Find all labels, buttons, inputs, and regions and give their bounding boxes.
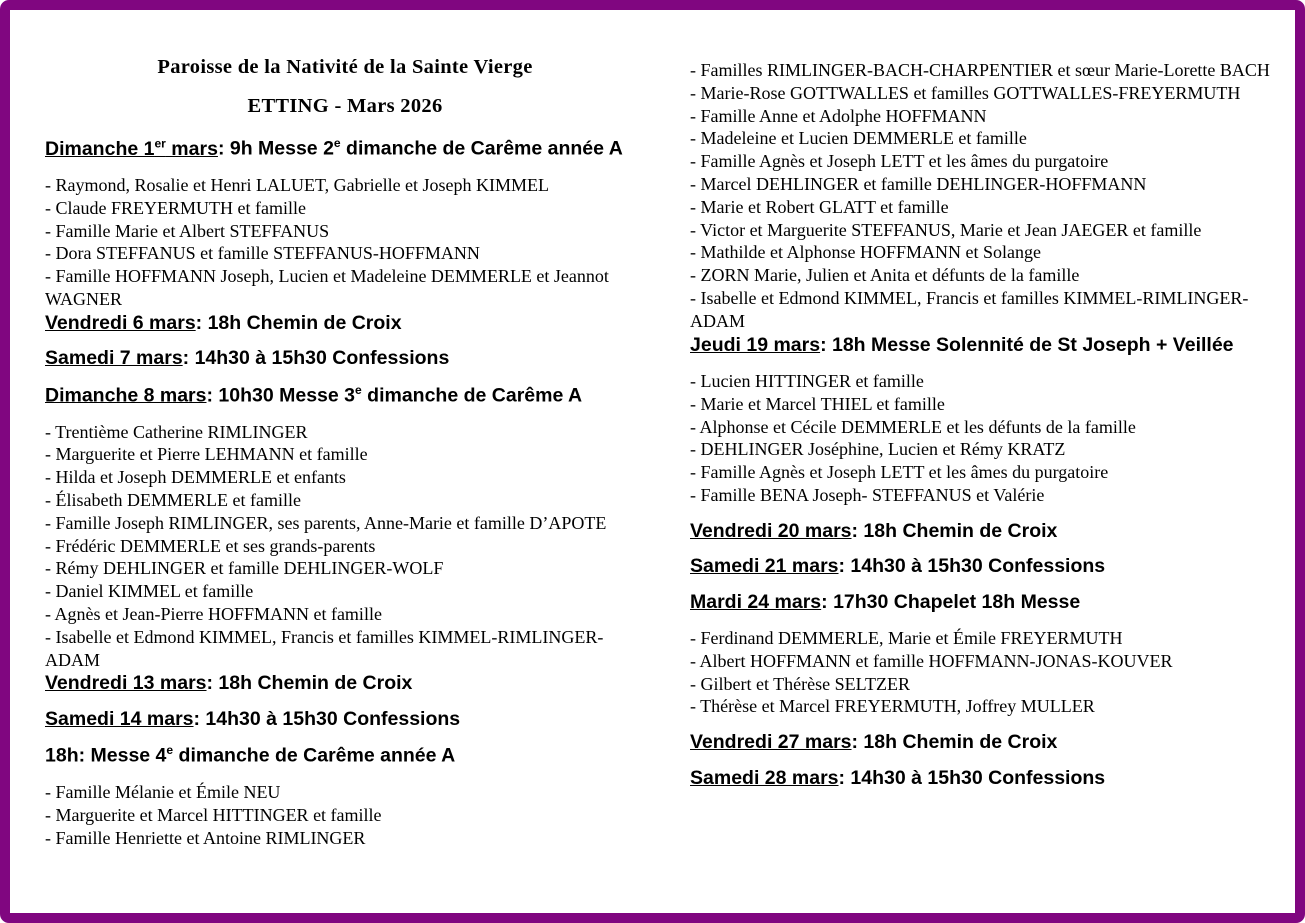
schedule-header [45,137,645,160]
schedule-detail-text: dimanche de Carême année A [340,137,623,160]
intention-item: - Agnès et Jean-Pierre HOFFMANN et famille [45,604,382,625]
intention-item: - DEHLINGER Joséphine, Lucien et Rémy KRATZ [690,439,1066,460]
schedule-detail-text: : 18h Chemin de Croix [206,672,413,695]
schedule-detail-text: : 18h Chemin de Croix [851,519,1058,542]
document-title: Paroisse de la Nativité de la Sainte Vierge [157,56,533,78]
column-left [45,56,645,850]
schedule-detail-text: : 14h30 à 15h30 Confessions [193,707,461,730]
intention-item: - Marie et Robert GLATT et famille [690,196,949,217]
schedule-detail-text: dimanche de Carême A [361,384,583,407]
schedule-detail-text: : 14h30 à 15h30 Confessions [838,766,1106,789]
schedule-date-text: Dimanche 8 mars [45,384,207,407]
intention-item: - Marie-Rose GOTTWALLES et familles GOTTWALLES-FREYERMUTH [690,82,1241,103]
intention-list [45,174,645,311]
schedule-detail-text: : 18h Messe Solennité de St Joseph + Veillée [820,333,1234,356]
intention-item: - Albert HOFFMANN et famille HOFFMANN-JONAS-KOUVER [690,650,1173,671]
intention-item: - Élisabeth DEMMERLE et famille [45,490,301,511]
schedule-header [45,709,645,730]
schedule-date [45,384,207,406]
intention-list [690,370,1272,507]
intention-item: - Isabelle et Edmond KIMMEL, Francis et familles KIMMEL-RIMLINGER-ADAM [690,287,1249,331]
intention-item: - Raymond, Rosalie et Henri LALUET, Gabrielle et Joseph KIMMEL [45,175,550,196]
intention-item: - Ferdinand DEMMERLE, Marie et Émile FREYERMUTH [690,628,1123,649]
intention-item: - Victor et Marguerite STEFFANUS, Marie et Jean JAEGER et famille [690,219,1202,240]
intention-item: - Famille Marie et Albert STEFFANUS [45,220,330,241]
schedule-date [690,731,852,753]
schedule-header [45,348,645,369]
schedule-detail-text: : 14h30 à 15h30 Confessions [182,347,450,370]
intention-item: - Daniel KIMMEL et famille [45,581,254,602]
intention-item: - Trentième Catherine RIMLINGER [45,421,308,442]
intention-list [690,627,1272,718]
schedule-detail-text: : 17h30 Chapelet 18h Messe [821,590,1081,613]
schedule-date-text: Samedi 7 mars [45,347,183,370]
schedule-header [45,384,645,407]
schedule-header [690,556,1272,577]
bulletin-document [10,10,1295,850]
schedule-date-text: Dimanche 1 [45,137,155,160]
schedule-date [690,334,820,356]
intention-item: - Marguerite et Pierre LEHMANN et famille [45,444,368,465]
schedule-date-text: er [154,136,166,151]
schedule-date-text: mars [165,137,218,160]
intention-item: - Dora STEFFANUS et famille STEFFANUS-HOFFMANN [45,243,480,264]
schedule-detail-text: : 18h Chemin de Croix [195,311,402,334]
intention-item: - Lucien HITTINGER et famille [690,371,924,391]
schedule-date [45,347,183,369]
intention-item: - Frédéric DEMMERLE et ses grands-parents [45,535,376,556]
schedule-date-text: Vendredi 6 mars [45,311,196,334]
schedule-detail-text: dimanche de Carême année A [173,744,456,767]
schedule-date-text: Samedi 28 mars [690,766,839,789]
schedule-header [45,673,645,694]
schedule-date-text: Vendredi 27 mars [690,731,852,754]
intention-item: - Thérèse et Marcel FREYERMUTH, Joffrey MULLER [690,696,1095,717]
schedule-detail-text: : 9h Messe 2 [217,137,334,160]
intention-item: - Famille Henriette et Antoine RIMLINGER [45,827,366,848]
intention-item: - Famille HOFFMANN Joseph, Lucien et Madeleine DEMMERLE et Jeannot WAGNER [45,266,609,310]
intention-item: - Famille Agnès et Joseph LETT et les âmes du purgatoire [690,462,1109,483]
schedule-header [45,313,645,334]
intention-item: - Isabelle et Edmond KIMMEL, Francis et familles KIMMEL-RIMLINGER-ADAM [45,626,604,670]
schedule-header [690,732,1272,753]
schedule-date-text: Vendredi 13 mars [45,672,207,695]
schedule-header [690,521,1272,542]
schedule-detail-text: e [355,382,362,397]
schedule-date [690,520,852,542]
schedule-date-text: Mardi 24 mars [690,590,822,613]
schedule-detail-text: 18h: Messe 4 [45,744,167,767]
schedule-date [45,672,207,694]
schedule-date [45,312,196,334]
intention-item: - Madeleine et Lucien DEMMERLE et famille [690,128,1027,149]
intention-item: - Marie et Marcel THIEL et famille [690,393,945,414]
schedule-date [690,555,839,577]
intention-item: - Claude FREYERMUTH et famille [45,197,306,218]
schedule-date [690,591,821,613]
schedule-date-text: Jeudi 19 mars [690,333,821,356]
schedule-detail-text: e [333,136,341,151]
schedule-header [45,744,645,767]
intention-item: - Familles RIMLINGER-BACH-CHARPENTIER et sœur Marie-Lorette BACH [690,60,1270,80]
schedule-header [690,768,1272,789]
schedule-detail-text: : 10h30 Messe 3 [206,384,356,407]
intention-item: - Famille Agnès et Joseph LETT et les âmes du purgatoire [690,151,1109,172]
schedule-date [690,767,839,789]
intention-item: - Famille Joseph RIMLINGER, ses parents, Anne-Marie et famille D’APOTE [45,512,607,533]
intention-item: - Mathilde et Alphonse HOFFMANN et Solange [690,242,1041,263]
intention-list [45,421,645,672]
intention-item: - Hilda et Joseph DEMMERLE et enfants [45,467,346,488]
intention-item: - Famille Mélanie et Émile NEU [45,782,281,803]
intention-item: - Rémy DEHLINGER et famille DEHLINGER-WOLF [45,558,444,579]
intention-list [45,781,645,849]
intention-item: - Famille Anne et Adolphe HOFFMANN [690,105,987,126]
schedule-detail-text: : 18h Chemin de Croix [851,731,1058,754]
intention-item: - ZORN Marie, Julien et Anita et défunts de la famille [690,265,1080,286]
schedule-date [45,138,218,160]
schedule-date [45,708,194,730]
intention-item: - Alphonse et Cécile DEMMERLE et les défunts de la famille [690,416,1136,437]
schedule-date-text: Vendredi 20 mars [690,519,852,542]
intention-list [690,59,1272,333]
schedule-detail-text: : 14h30 à 15h30 Confessions [838,555,1106,578]
schedule-date-text: Samedi 14 mars [45,707,194,730]
intention-item: - Marguerite et Marcel HITTINGER et famille [45,805,382,826]
intention-item: - Marcel DEHLINGER et famille DEHLINGER-HOFFMANN [690,173,1147,194]
schedule-header [690,335,1272,356]
column-right [690,56,1272,850]
document-subtitle: ETTING - Mars 2026 [247,94,443,117]
schedule-detail-text: e [166,743,174,758]
schedule-header [690,592,1272,613]
intention-item: - Famille BENA Joseph- STEFFANUS et Valérie [690,484,1045,505]
schedule-date-text: Samedi 21 mars [690,555,839,578]
intention-item: - Gilbert et Thérèse SELTZER [690,673,910,694]
